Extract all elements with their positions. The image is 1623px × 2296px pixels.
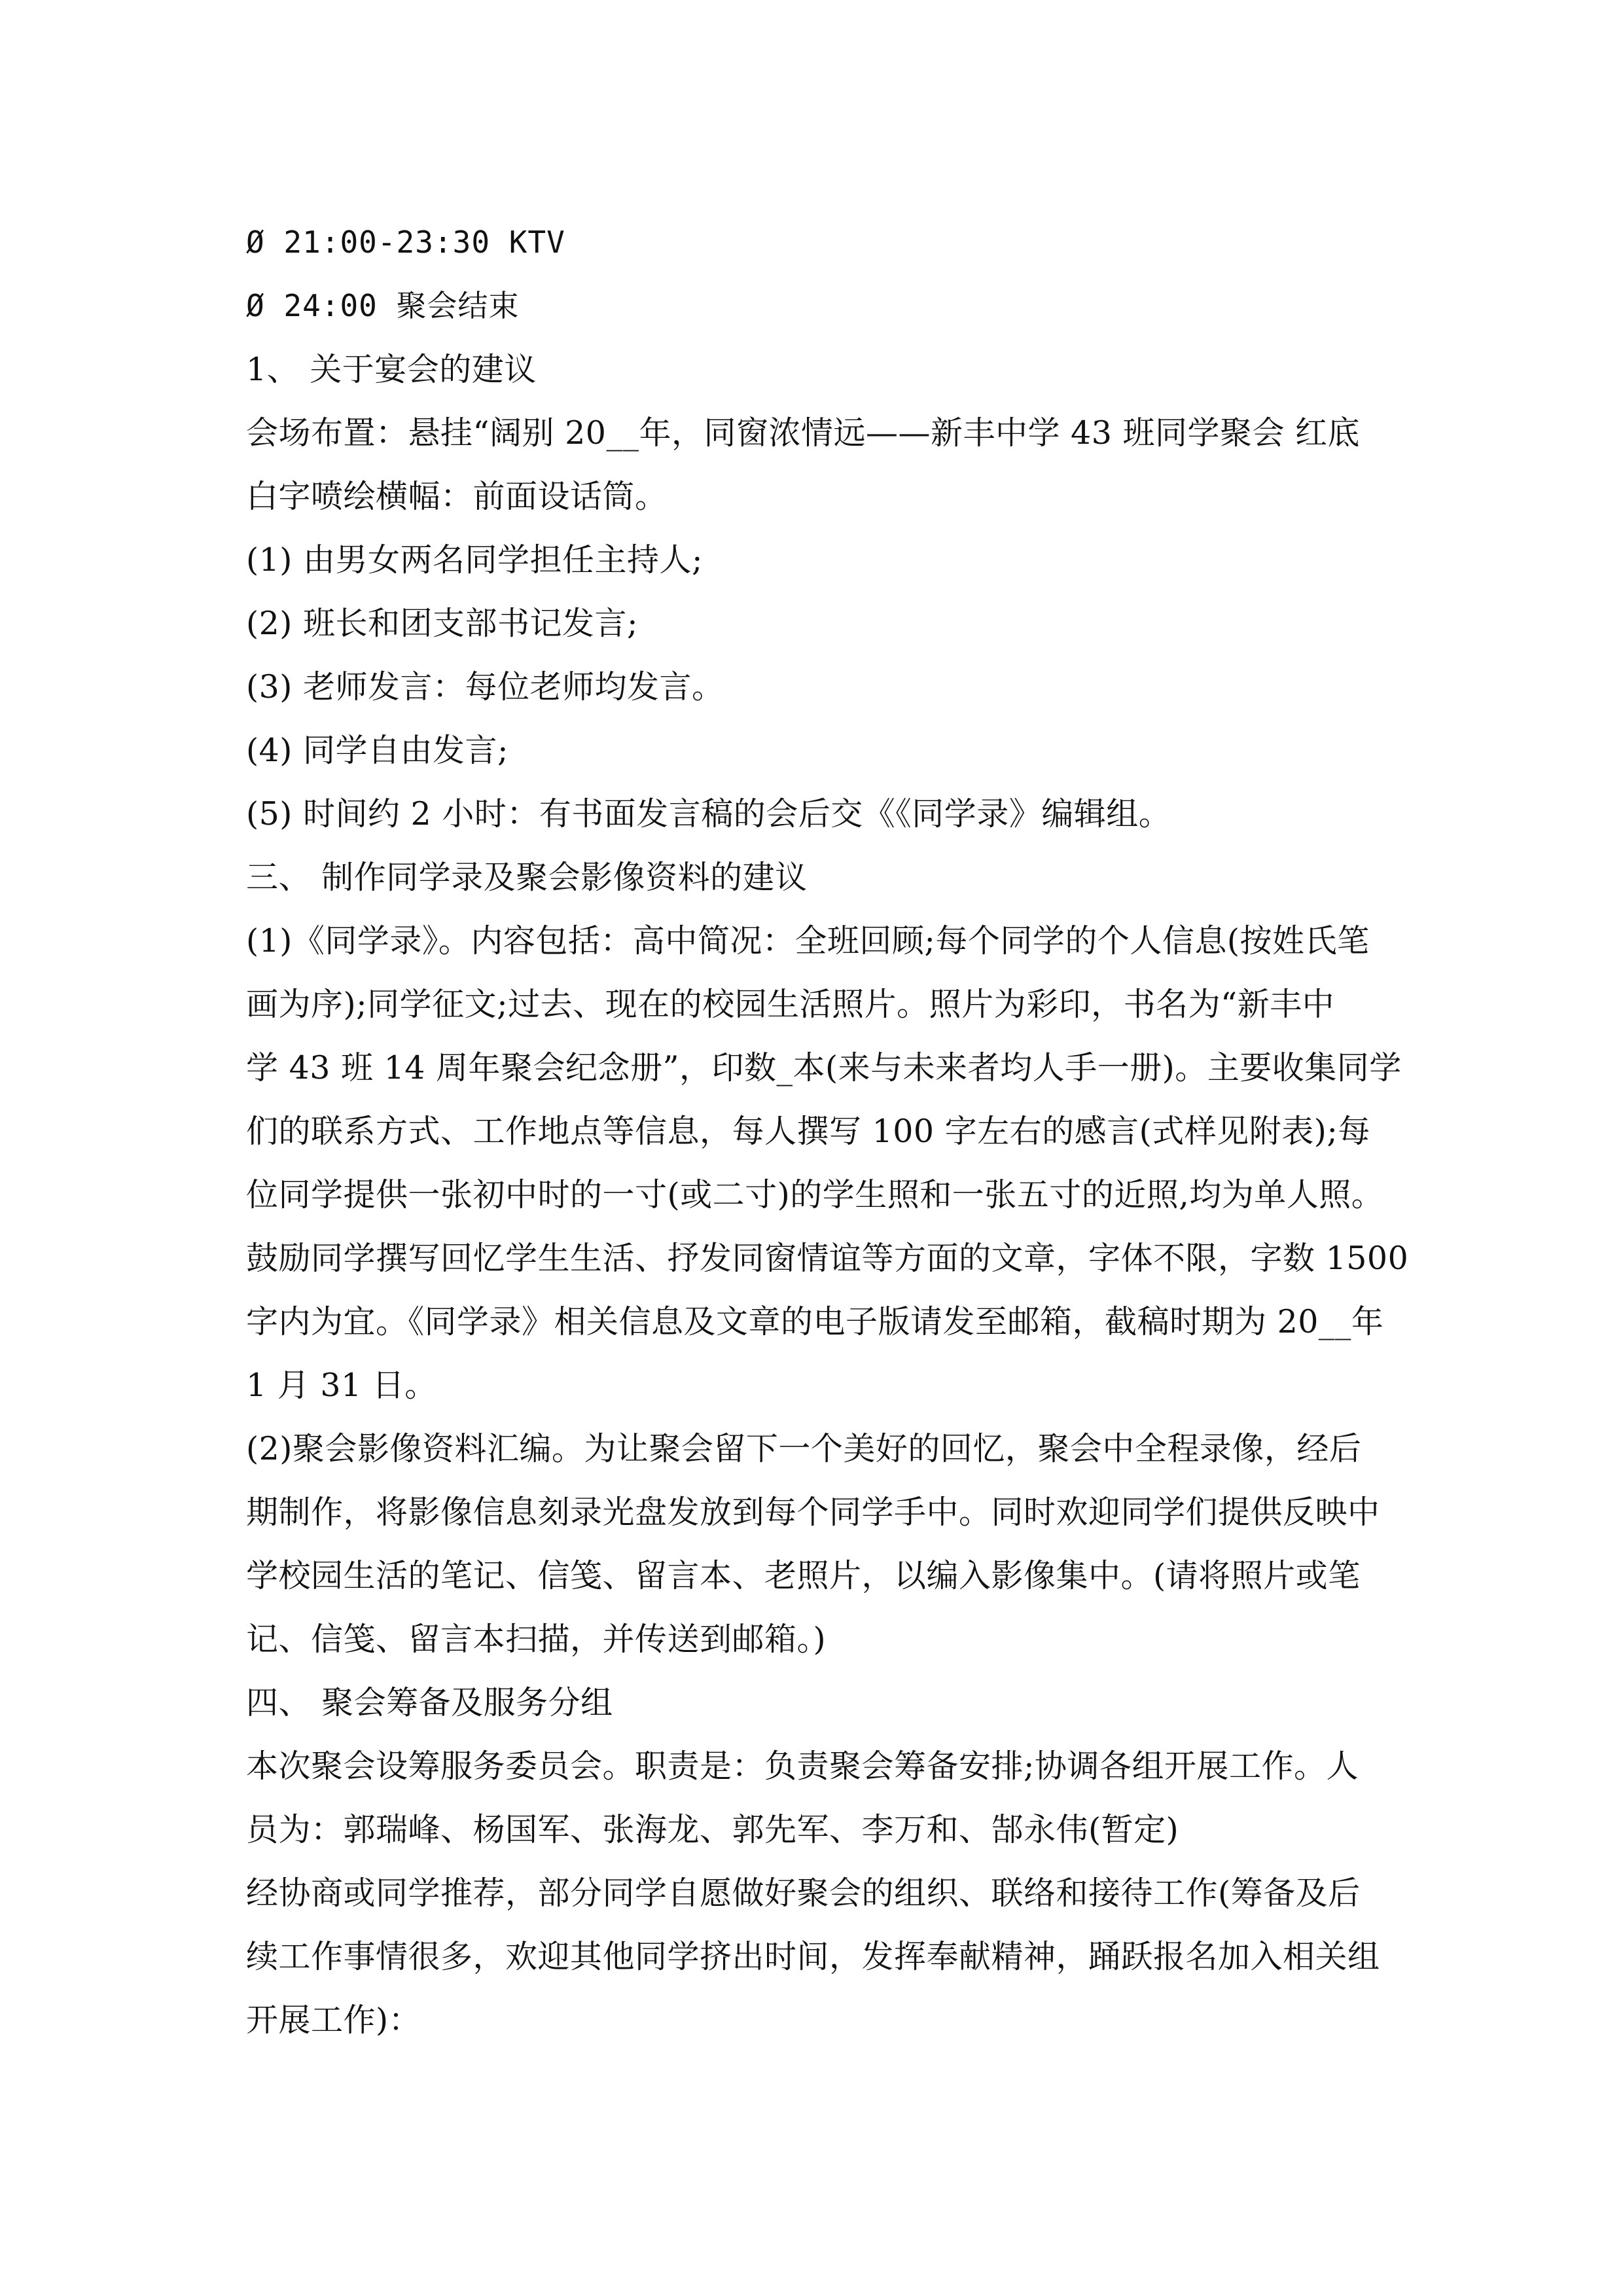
paragraph-line: 们的联系方式、工作地点等信息，每人撰写 100 字左右的感言(式样见附表);每 xyxy=(246,1113,1370,1150)
paragraph-line: 鼓励同学撰写回忆学生生活、抒发同窗情谊等方面的文章，字体不限，字数 1500 xyxy=(246,1240,1409,1277)
list-item: (2) 班长和团支部书记发言; xyxy=(246,605,638,642)
paragraph-line: 学校园生活的笔记、信笺、留言本、老照片，以编入影像集中。(请将照片或笔 xyxy=(246,1557,1361,1594)
paragraph-line: 学 43 班 14 周年聚会纪念册”，印数_本(来与未来者均人手一册)。主要收集同学 xyxy=(246,1049,1402,1086)
section-heading-yearbook: 三、 制作同学录及聚会影像资料的建议 xyxy=(246,859,808,896)
section-heading-groups: 四、 聚会筹备及服务分组 xyxy=(246,1684,613,1721)
paragraph-line: 本次聚会设筹服务委员会。职责是：负责聚会筹备安排;协调各组开展工作。人 xyxy=(246,1748,1359,1785)
paragraph-line: 位同学提供一张初中时的一寸(或二寸)的学生照和一张五寸的近照,均为单人照。 xyxy=(246,1176,1384,1213)
paragraph-line: 开展工作)： xyxy=(246,2001,421,2039)
paragraph-line: 记、信笺、留言本扫描，并传送到邮箱。) xyxy=(246,1621,827,1658)
schedule-line-ktv: Ø 21:00-23:30 KTV xyxy=(246,224,565,260)
paragraph-line: 1 月 31 日。 xyxy=(246,1367,437,1404)
list-item: (3) 老师发言：每位老师均发言。 xyxy=(246,668,724,706)
paragraph-line: (1)《同学录》。内容包括：高中简况：全班回顾;每个同学的个人信息(按姓氏笔 xyxy=(246,922,1370,960)
paragraph-line: 经协商或同学推荐，部分同学自愿做好聚会的组织、联络和接待工作(筹备及后 xyxy=(246,1874,1361,1912)
list-item: (5) 时间约 2 小时：有书面发言稿的会后交《《同学录》编辑组。 xyxy=(246,795,1171,833)
list-item: (1) 由男女两名同学担任主持人; xyxy=(246,541,703,579)
list-item: (4) 同学自由发言; xyxy=(246,732,508,769)
paragraph-line: 期制作，将影像信息刻录光盘发放到每个同学手中。同时欢迎同学们提供反映中 xyxy=(246,1494,1380,1531)
paragraph-line: 白字喷绘横幅：前面设话筒。 xyxy=(246,478,668,515)
section-heading-banquet: 1、 关于宴会的建议 xyxy=(246,351,537,388)
paragraph-line: 画为序);同学征文;过去、现在的校园生活照片。照片为彩印，书名为“新丰中 xyxy=(246,986,1335,1023)
paragraph-line: (2)聚会影像资料汇编。为让聚会留下一个美好的回忆，聚会中全程录像，经后 xyxy=(246,1430,1362,1467)
paragraph-line: 员为：郭瑞峰、杨国军、张海龙、郭先军、李万和、郜永伟(暂定) xyxy=(246,1811,1179,1848)
paragraph-line: 会场布置：悬挂“阔别 20__年，同窗浓情远——新丰中学 43 班同学聚会 红底 xyxy=(246,414,1361,452)
document-body xyxy=(246,211,1409,2052)
paragraph-line: 字内为宜。《同学录》相关信息及文章的电子版请发至邮箱，截稿时期为 20__年 xyxy=(246,1303,1384,1340)
paragraph-line: 续工作事情很多，欢迎其他同学挤出时间，发挥奉献精神，踊跃报名加入相关组 xyxy=(246,1938,1380,1975)
schedule-line-end: Ø 24:00 聚会结束 xyxy=(246,288,520,323)
